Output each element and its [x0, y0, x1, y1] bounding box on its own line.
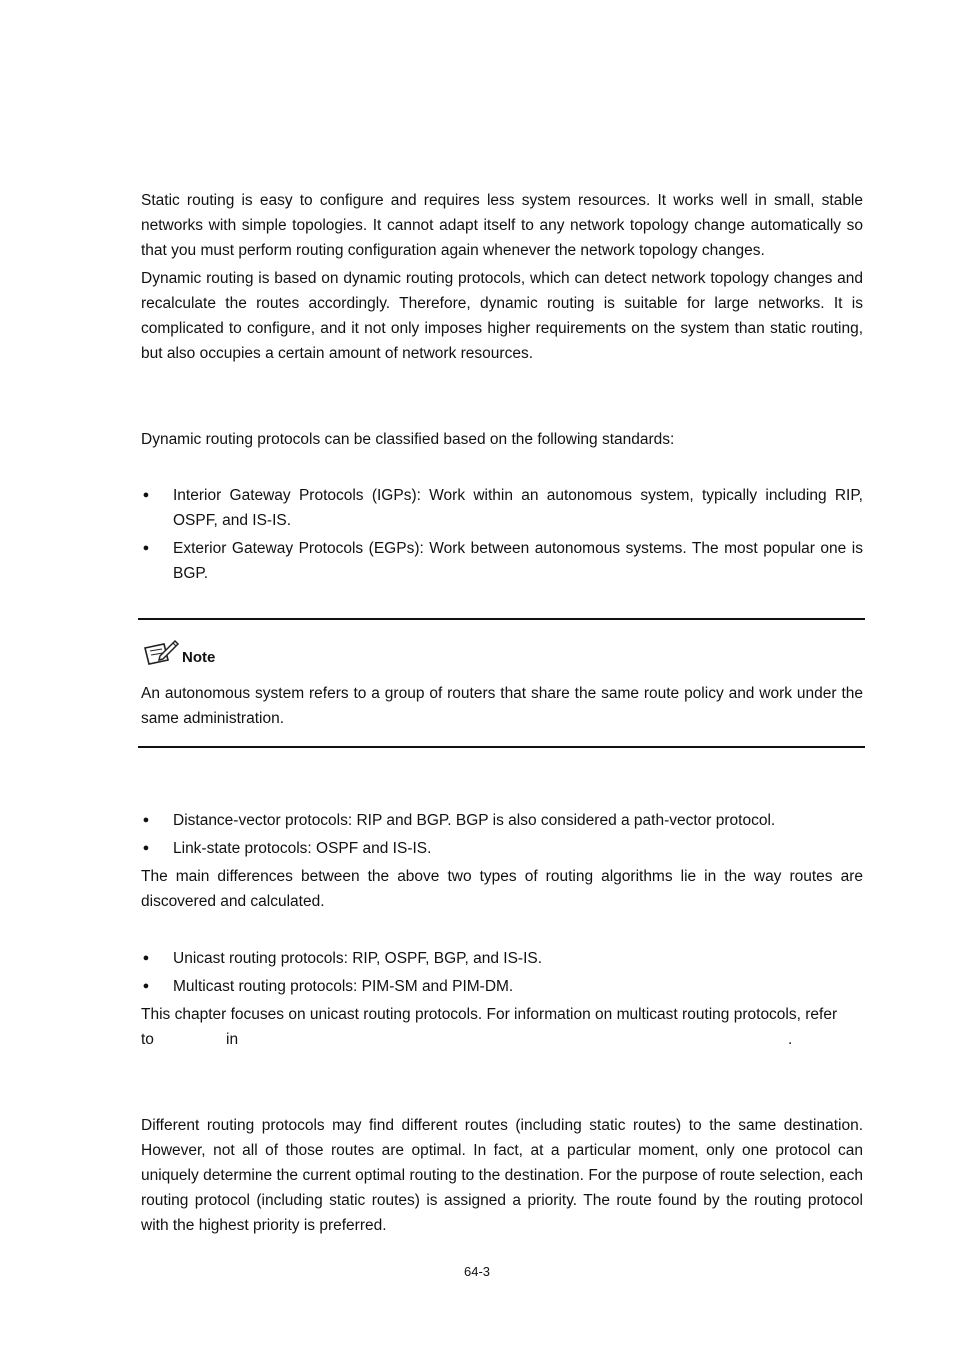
note-bottom-rule [138, 746, 865, 748]
chapter-focus-line-1: This chapter focuses on unicast routing protocols. For information on multicast routing protocols, refer [141, 1006, 838, 1023]
list-item-text: Interior Gateway Protocols (IGPs): Work within an autonomous system, typically including RIP, OSPF, and IS-IS. [173, 487, 863, 529]
bullet-icon: ● [142, 842, 150, 854]
classification-intro: Dynamic routing protocols can be classified based on the following standards: [141, 431, 675, 448]
list-item [141, 946, 863, 971]
list-item-text: Exterior Gateway Protocols (EGPs): Work between autonomous systems. The most popular one is BGP. [173, 540, 863, 582]
algorithm-differences-paragraph: The main differences between the above two types of routing algorithms lie in the way routes are discovered and calculated. [141, 868, 863, 910]
route-preference-paragraph: Different routing protocols may find different routes (including static routes) to the same destination. However, not all of those routes are optimal. In fact, at a particular moment, only one protocol can uniquely determine the current optimal routing to the destination. For the purpose of route selection, each routing protocol (including static routes) is assigned a priority. The route found by the routing protocol with the highest priority is preferred. [141, 1117, 863, 1234]
list-item [141, 836, 863, 861]
list-item-text: Distance-vector protocols: RIP and BGP. BGP is also considered a path-vector protocol. [173, 812, 776, 829]
list-item-text: Link-state protocols: OSPF and IS-IS. [173, 840, 432, 857]
list-item [141, 808, 863, 833]
refer-to-text: to [141, 1031, 154, 1048]
static-routing-paragraph: Static routing is easy to configure and requires less system resources. It works well in small, stable networks with simple topologies. It cannot adapt itself to any network topology change automatically so that you must perform routing configuration again whenever the network topology changes. [141, 192, 863, 259]
page-number: 64-3 [463, 1264, 491, 1279]
list-item-text: Multicast routing protocols: PIM-SM and PIM-DM. [173, 978, 514, 995]
period-text: . [788, 1031, 793, 1048]
note-pencil-icon [142, 638, 180, 668]
bullet-icon: ● [142, 489, 150, 501]
bullet-icon: ● [142, 814, 150, 826]
dynamic-routing-paragraph: Dynamic routing is based on dynamic routing protocols, which can detect network topology changes and recalculate the routes accordingly. Therefore, dynamic routing is suitable for large networks. It is complicated to configure, and it not only imposes higher requirements on the system than static routing, but also occupies a certain amount of network resources. [141, 270, 863, 362]
list-item [141, 974, 863, 999]
bullet-icon: ● [142, 980, 150, 992]
list-item-text: Unicast routing protocols: RIP, OSPF, BGP, and IS-IS. [173, 950, 543, 967]
chapter-focus-line-2 [141, 1027, 863, 1052]
note-text: An autonomous system refers to a group of routers that share the same route policy and work under the same administration. [141, 685, 863, 727]
bullet-icon: ● [142, 542, 150, 554]
note-top-rule [138, 618, 865, 620]
list-item [141, 536, 863, 586]
list-item [141, 483, 863, 533]
bullet-icon: ● [142, 952, 150, 964]
in-text: in [226, 1031, 239, 1048]
note-label: Note [182, 649, 216, 666]
